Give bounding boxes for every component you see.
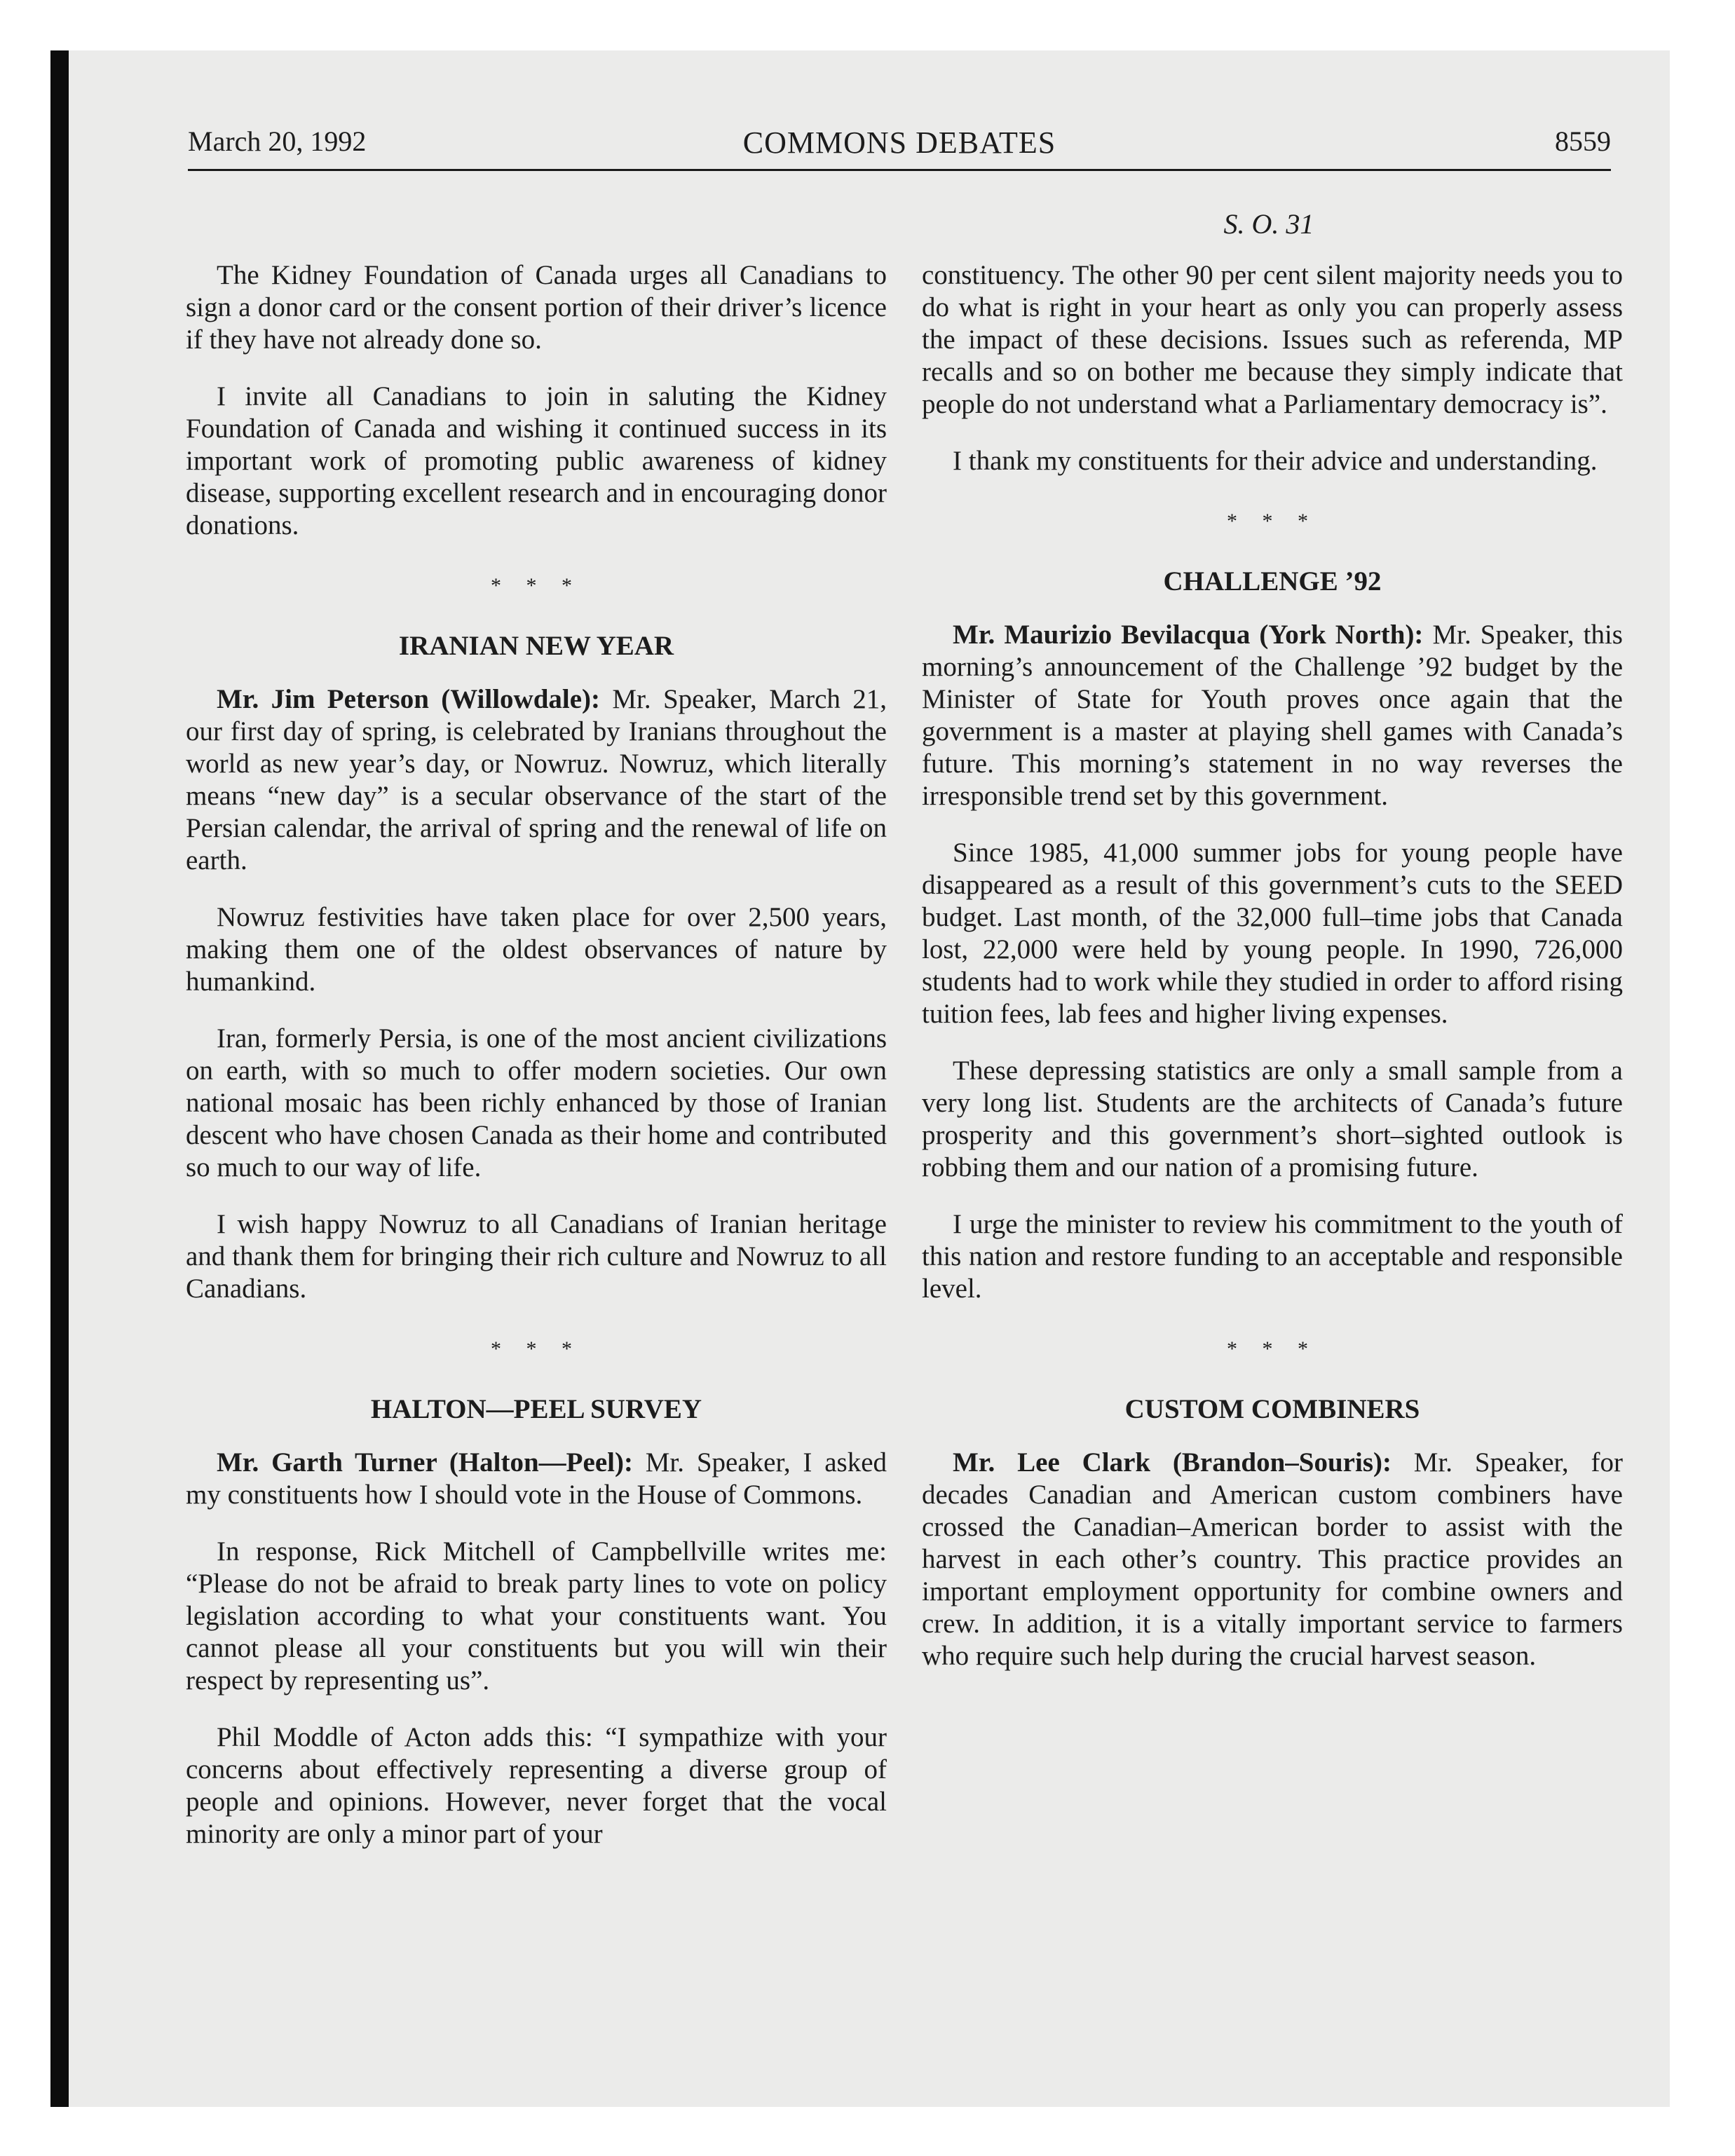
paragraph-text: Mr. Speaker, for decades Canadian and American custom combiners have crossed the Canadian–American border to assist with the harvest in each other’s country. This practice provides an important employment opportunity for combine owners and crew. In addition, it is a vitally important service to farmers who require such help during the crucial harvest season. [922, 1447, 1623, 1671]
paragraph-text: Mr. Speaker, I asked my constituents how I should vote in the House of Commons. [186, 1447, 887, 1510]
section-heading: HALTON—PEEL SURVEY [370, 1394, 702, 1424]
section-separator: * * * [491, 574, 582, 597]
speaker-name: Mr. Jim Peterson (Willowdale): [217, 684, 601, 714]
left-column [186, 259, 887, 1875]
header-date: March 20, 1992 [188, 125, 367, 157]
paragraph: These depressing statistics are only a small sample from a very long list. Students are the architects of Canada’s future prosperity and this government’s short–sighted outlook is robbing them and our nation of a promising future. [922, 1056, 1623, 1182]
speaker-name: Mr. Lee Clark (Brandon–Souris): [953, 1447, 1392, 1478]
section-heading: CHALLENGE ’92 [1163, 566, 1382, 596]
paragraph-text: Mr. Speaker, March 21, our first day of spring, is celebrated by Iranians throughout the world as new year’s day, or Nowruz. Nowruz, which literally means “new day” is a secular observance of the start of the Persian calendar, the arrival of spring and the renewal of life on earth. [186, 684, 887, 875]
section-separator: * * * [491, 1337, 582, 1360]
section-heading: CUSTOM COMBINERS [1124, 1394, 1420, 1424]
section-mark: S. O. 31 [1223, 208, 1314, 240]
section-separator: * * * [1227, 1337, 1318, 1360]
page-header [188, 125, 1611, 167]
scan-edge-shadow [50, 50, 69, 2107]
paragraph: Iran, formerly Persia, is one of the most ancient civilizations on earth, with so much to offer modern societies. Our own national mosaic has been richly enhanced by those of Iranian descent who have chosen Canada as their home and contributed so much to our way of life. [186, 1023, 887, 1182]
right-column [922, 259, 1623, 1697]
paragraph-text: Mr. Speaker, this morning’s announcement of the Challenge ’92 budget by the Minister of State for Youth proves once again that the government is a master at playing shell games with Canada’s future. This morning’s statement in no way reverses the irresponsible trend set by this government. [922, 620, 1623, 811]
paragraph: Nowruz festivities have taken place for over 2,500 years, making them one of the oldest observances of nature by humankind. [186, 902, 887, 997]
speaker-name: Mr. Garth Turner (Halton—Peel): [217, 1447, 633, 1478]
paragraph: Phil Moddle of Acton adds this: “I sympathize with your concerns about effectively representing a diverse group of people and opinions. However, never forget that the vocal minority are only a minor part of your [186, 1722, 887, 1849]
paragraph [186, 683, 887, 877]
paragraph: In response, Rick Mitchell of Campbellville writes me: “Please do not be afraid to break party lines to vote on policy legislation according to what your constituents want. You cannot please all your constituents but you will win their respect by representing us”. [186, 1536, 887, 1696]
paragraph: Since 1985, 41,000 summer jobs for young people have disappeared as a result of this government’s cuts to the SEED budget. Last month, of the 32,000 full–time jobs that Canada lost, 22,000 were held by young people. In 1990, 726,000 students had to work while they studied in order to afford rising tuition fees, lab fees and higher living expenses. [922, 838, 1623, 1029]
paragraph: I thank my constituents for their advice and understanding. [953, 446, 1598, 476]
paragraph: I wish happy Nowruz to all Canadians of Iranian heritage and thank them for bringing their rich culture and Nowruz to all Canadians. [186, 1209, 887, 1304]
speaker-name: Mr. Maurizio Bevilacqua (York North): [953, 620, 1424, 650]
header-rule [188, 169, 1611, 171]
paragraph: The Kidney Foundation of Canada urges all Canadians to sign a donor card or the consent portion of their driver’s licence if they have not already done so. [186, 260, 887, 355]
paragraph [186, 1447, 887, 1511]
paragraph [922, 1447, 1623, 1672]
paragraph: I urge the minister to review his commitment to the youth of this nation and restore funding to an acceptable and responsible level. [922, 1209, 1623, 1304]
header-page-number: 8559 [1555, 125, 1611, 157]
section-heading: IRANIAN NEW YEAR [398, 631, 674, 661]
section-separator: * * * [1227, 510, 1318, 533]
paragraph: constituency. The other 90 per cent silent majority needs you to do what is right in your heart as only you can properly assess the impact of these decisions. Issues such as referenda, MP recalls and so on bother me because they simply indicate that people do not understand what a Parliamentary democracy is”. [922, 260, 1623, 419]
paragraph: I invite all Canadians to join in saluting the Kidney Foundation of Canada and wishing it continued success in its important work of promoting public awareness of kidney disease, supporting excellent research and in encouraging donor donations. [186, 381, 887, 540]
paragraph [922, 619, 1623, 812]
header-journal-title: COMMONS DEBATES [742, 125, 1056, 160]
